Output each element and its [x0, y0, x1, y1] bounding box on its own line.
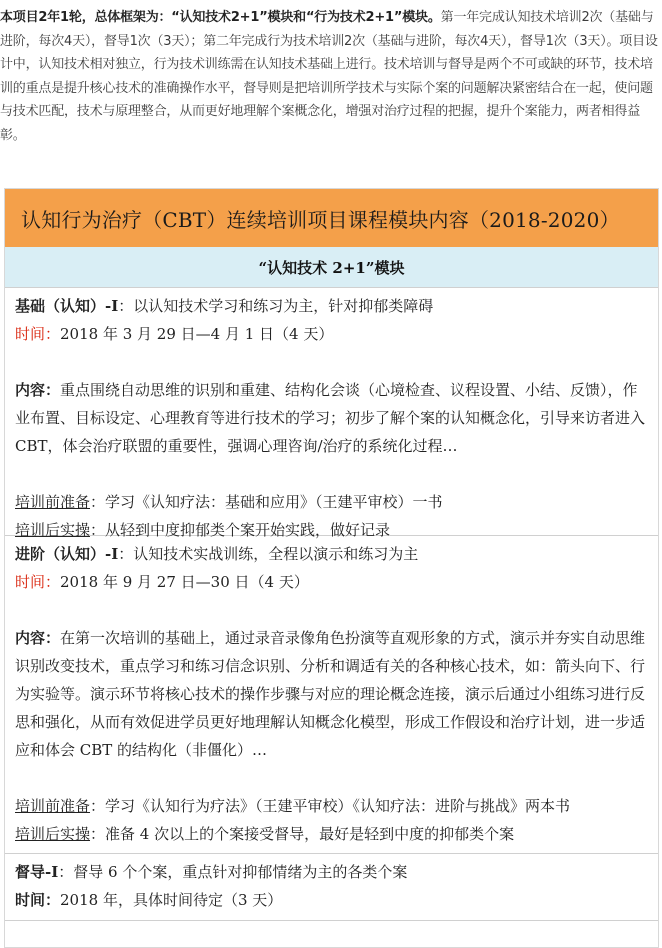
intro-paragraph — [0, 6, 660, 147]
module-title: “认知技术 2+1”模块 — [5, 247, 658, 288]
time-label: 时间： — [15, 891, 61, 909]
prep-label: 培训前准备 — [15, 493, 91, 511]
section-heading-desc: ：以认知技术学习和练习为主，针对抑郁类障碍 — [118, 297, 434, 315]
prep-value: ：学习《认知疗法：基础和应用》（王建平审校）一书 — [90, 493, 443, 511]
section-heading-desc: ：督导 6 个个案，重点针对抑郁情绪为主的各类个案 — [58, 863, 408, 881]
content-value: 在第一次培训的基础上，通过录音录像角色扮演等直观形象的方式，演示并夯实自动思维识别改变技术，重点学习和练习信念识别、分析和调适有关的各种核心技术，如：箭头向下、行为实验等。演示环节将核心技术的操作步骤与对应的理论概念连接，演示后通过小组练习进行反思和强化，从而有效促进学员更好地理解认知概念化模型，形成工作假设和治疗计划，进一步适应和体会 CBT 的结构化（非僵化）… — [15, 629, 646, 759]
section-supervision — [5, 854, 658, 921]
section-heading: 基础（认知）-Ⅰ — [15, 297, 119, 315]
practice-label: 培训后实操 — [15, 521, 91, 539]
card-title: 认知行为治疗（CBT）连续培训项目课程模块内容（2018-2020） — [5, 189, 658, 247]
practice-value: ：从轻到中度抑郁类个案开始实践，做好记录 — [90, 521, 391, 539]
course-module-card — [4, 188, 659, 948]
section-advanced-cognitive — [5, 536, 658, 854]
content-value: 重点围绕自动思维的识别和重建、结构化会谈（心境检查、议程设置、小结、反馈），作业布置、目标设定、心理教育等进行技术的学习；初步了解个案的认知概念化，引导来访者进入 CBT，体会治疗联盟的重要性，强调心理咨询/治疗的系统化过程… — [15, 381, 646, 455]
prep-label: 培训前准备 — [15, 797, 91, 815]
intro-bold-lead: 本项目2年1轮，总体框架为：“认知技术2+1”模块和“行为技术2+1”模块。 — [0, 10, 441, 25]
prep-value: ：学习《认知行为疗法》（王建平审校）《认知疗法：进阶与挑战》两本书 — [90, 797, 571, 815]
intro-body: 第一年完成认知技术培训2次（基础与进阶，每次4天），督导1次（3天）；第二年完成行为技术培训2次（基础与进阶，每次4天），督导1次（3天）。项目设计中，认知技术相对独立，行为技术训练需在认知技术基础上进行。技术培训与督导是两个不可或缺的环节，技术培训的重点是提升核心技术的准确操作水平，督导则是把培训所学技术与实际个案的问题解决紧密结合在一起，使问题与技术匹配，技术与原理整合，从而更好地理解个案概念化，增强对治疗过程的把握，提升个案能力，两者相得益彰。 — [0, 10, 658, 143]
section-heading: 督导-Ⅰ — [15, 863, 59, 881]
section-basic-cognitive — [5, 288, 658, 539]
practice-value: ：准备 4 次以上的个案接受督导，最好是轻到中度的抑郁类个案 — [90, 825, 515, 843]
time-label: 时间： — [15, 573, 61, 591]
time-value: 2018 年 9 月 27 日—30 日（4 天） — [60, 573, 309, 591]
time-label: 时间： — [15, 325, 61, 343]
time-value: 2018 年，具体时间待定（3 天） — [60, 891, 283, 909]
content-label: 内容： — [15, 381, 61, 399]
practice-label: 培训后实操 — [15, 825, 91, 843]
section-heading: 进阶（认知）-Ⅰ — [15, 545, 119, 563]
section-heading-desc: ：认知技术实战训练，全程以演示和练习为主 — [118, 545, 419, 563]
time-value: 2018 年 3 月 29 日—4 月 1 日（4 天） — [60, 325, 334, 343]
content-label: 内容： — [15, 629, 61, 647]
